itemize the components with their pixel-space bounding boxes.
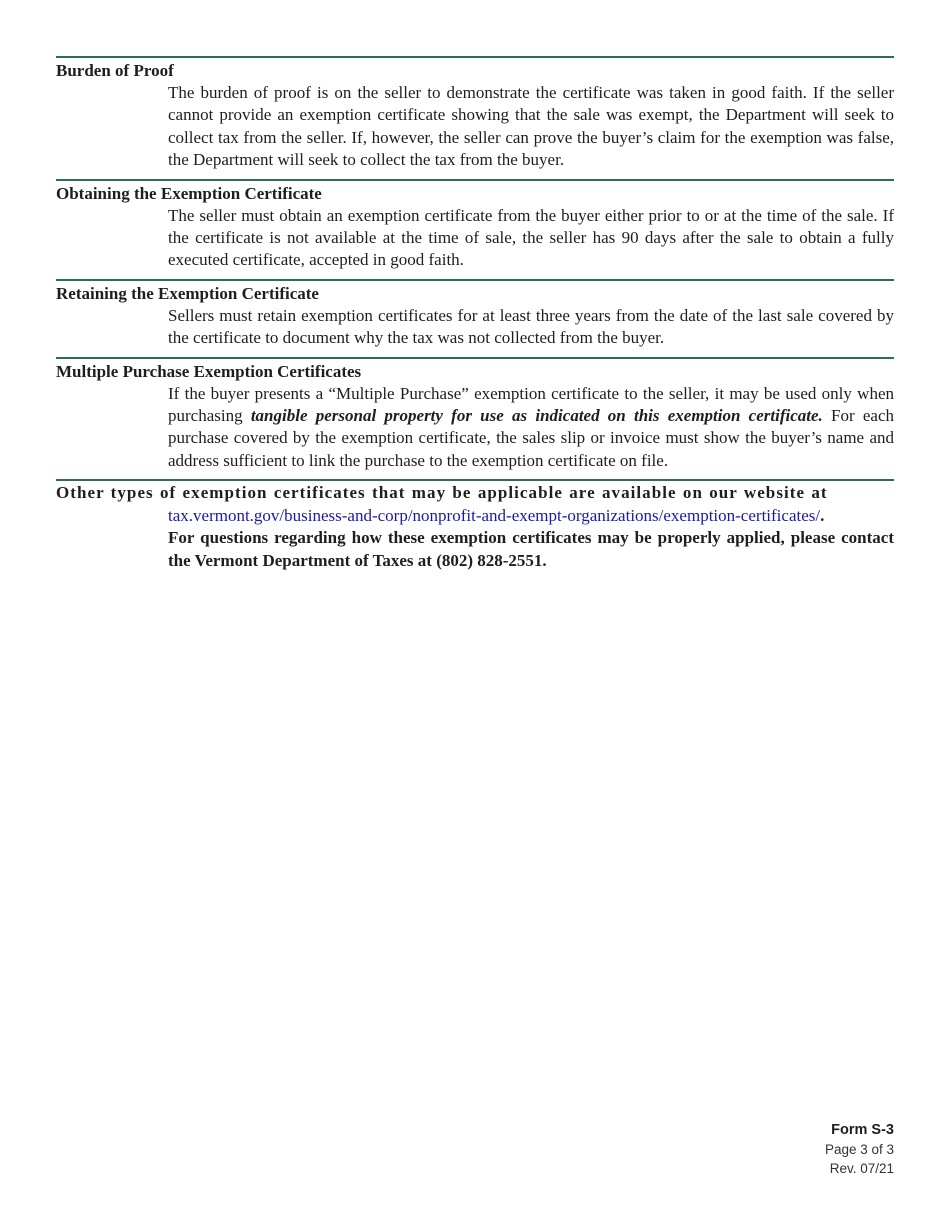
section-other-certificates	[56, 479, 894, 572]
exemption-certificates-link[interactable]: tax.vermont.gov/business-and-corp/nonprofit-and-exempt-organizations/exemption-certificates/	[168, 505, 821, 525]
page-number: Page 3 of 3	[824, 1142, 894, 1157]
section-body-lead: If the buyer presents a “Multiple Purchase” exemption certificate to the seller, it may be used only when purchasing	[168, 383, 894, 426]
other-certificates-body	[168, 505, 894, 572]
section-body: The seller must obtain an exemption certificate from the buyer either prior to or at the time of the sale. If the certificate is not available at the time of sale, the seller has 90 days after the sale to obtain a fully executed certificate, accepted in good faith.	[168, 205, 894, 270]
section-heading: Retaining the Exemption Certificate	[56, 283, 319, 303]
link-period: .	[820, 505, 825, 525]
form-number: Form S-3	[831, 1122, 894, 1138]
section-body-emphasis: tangible personal property for use as indicated on this exemption certificate.	[250, 406, 823, 426]
section-body: Sellers must retain exemption certificates for at least three years from the date of the last sale covered by the certificate to document why the tax was not collected from the buyer.	[168, 305, 894, 348]
section-multiple-purchase	[56, 357, 894, 473]
document-page	[56, 56, 894, 572]
section-burden-of-proof	[56, 56, 894, 172]
section-body-rest: For each purchase covered by the exemption certificate, the sales slip or invoice must show the buyer’s name and address sufficient to link the purchase to the exemption certificate on file.	[168, 406, 894, 470]
section-heading: Burden of Proof	[56, 61, 174, 80]
contact-text: For questions regarding how these exemption certificates may be properly applied, please contact the Vermont Department of Taxes at (802) 828-2551.	[168, 528, 894, 570]
section-body: The burden of proof is on the seller to demonstrate the certificate was taken in good faith. If the seller cannot provide an exemption certificate showing that the sale was exempt, the Department will seek to collect tax from the seller. If, however, the seller can prove the buyer’s claim for the exemption was false, the Department will seek to collect the tax from the buyer.	[168, 83, 894, 170]
other-certificates-lead: Other types of exemption certificates that may be applicable are available on our website at	[56, 483, 828, 503]
revision-date: Rev. 07/21	[829, 1161, 894, 1176]
page-footer	[825, 1121, 894, 1178]
section-body	[168, 383, 894, 473]
section-retaining-certificate	[56, 279, 894, 350]
website-line	[168, 505, 894, 527]
section-heading: Multiple Purchase Exemption Certificates	[56, 361, 362, 381]
section-heading: Obtaining the Exemption Certificate	[56, 183, 322, 203]
section-obtaining-certificate	[56, 179, 894, 272]
